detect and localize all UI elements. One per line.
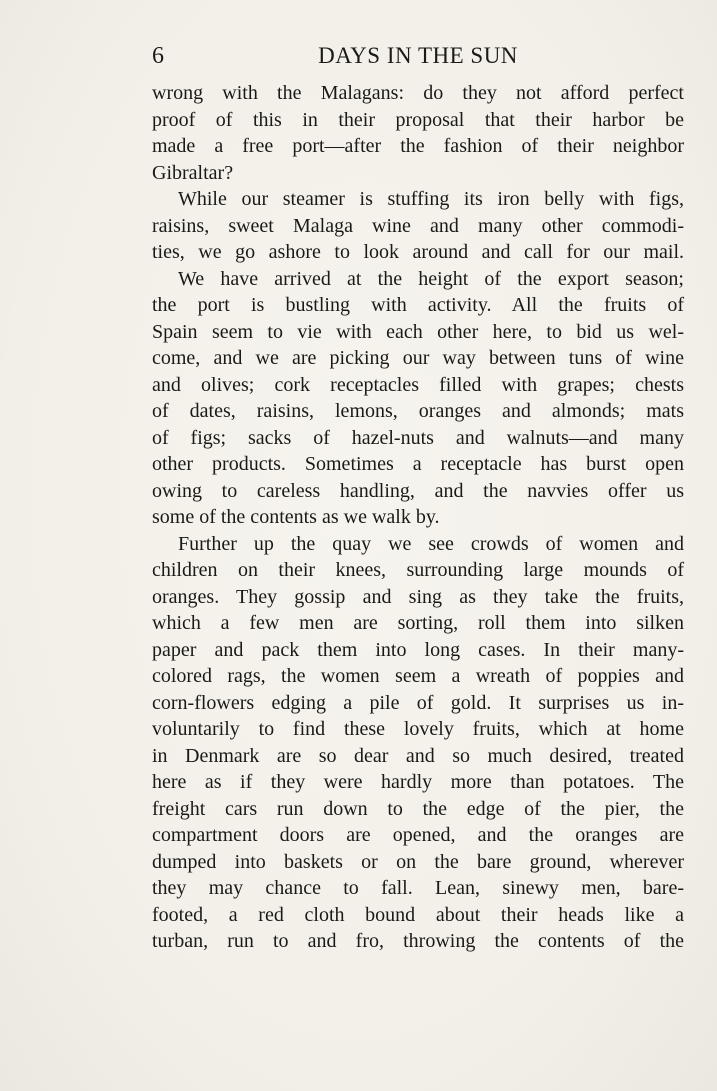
text-line: Spain seem to vie with each other here, to bid us wel- <box>152 320 684 343</box>
text-line: footed, a red cloth bound about their heads like a <box>152 903 684 926</box>
text-line: dumped into baskets or on the bare ground, wherever <box>152 850 684 873</box>
text-line: freight cars run down to the edge of the pier, the <box>152 797 684 820</box>
text-line: We have arrived at the height of the export season; <box>178 267 684 290</box>
body-text <box>152 80 684 955</box>
text-line: of figs; sacks of hazel-nuts and walnuts—and many <box>152 426 684 449</box>
text-line: which a few men are sorting, roll them into silken <box>152 612 684 634</box>
text-line: ties, we go ashore to look around and call for our mail. <box>152 241 684 263</box>
text-line: compartment doors are opened, and the oranges are <box>152 824 684 846</box>
text-line: turban, run to and fro, throwing the contents of the <box>152 930 684 952</box>
text-line: raisins, sweet Malaga wine and many other commodi- <box>152 214 684 237</box>
text-line: Gibraltar? <box>152 161 234 184</box>
text-line: they may chance to fall. Lean, sinewy men, bare- <box>152 877 684 899</box>
page-number: 6 <box>152 43 164 69</box>
text-line: While our steamer is stuffing its iron belly with figs, <box>178 188 684 210</box>
text-line: other products. Sometimes a receptacle has burst open <box>152 453 684 475</box>
text-line: come, and we are picking our way between tuns of wine <box>152 347 684 369</box>
running-title: DAYS IN THE SUN <box>318 43 518 68</box>
text-line: corn-flowers edging a pile of gold. It surprises us in- <box>152 691 684 714</box>
text-line: here as if they were hardly more than potatoes. The <box>152 771 684 793</box>
text-line: and olives; cork receptacles filled with grapes; chests <box>152 373 684 396</box>
text-line: children on their knees, surrounding large mounds of <box>152 559 684 581</box>
text-line: of dates, raisins, lemons, oranges and almonds; mats <box>152 400 684 422</box>
text-line: voluntarily to find these lovely fruits, which at home <box>152 718 684 740</box>
text-line: made a free port—after the fashion of their neighbor <box>152 135 684 157</box>
text-line: paper and pack them into long cases. In their many- <box>152 638 684 661</box>
text-line: some of the contents as we walk by. <box>152 506 440 528</box>
page-header <box>152 40 684 72</box>
text-line: oranges. They gossip and sing as they take the fruits, <box>152 585 684 608</box>
text-line: wrong with the Malagans: do they not afford perfect <box>152 82 684 104</box>
text-line: Further up the quay we see crowds of women and <box>178 532 684 555</box>
text-line: proof of this in their proposal that their harbor be <box>152 108 684 131</box>
text-line: in Denmark are so dear and so much desired, treated <box>152 744 684 767</box>
text-line: the port is bustling with activity. All the fruits of <box>152 294 684 316</box>
text-line: owing to careless handling, and the navvies offer us <box>152 479 684 502</box>
text-line: colored rags, the women seem a wreath of poppies and <box>152 665 684 687</box>
